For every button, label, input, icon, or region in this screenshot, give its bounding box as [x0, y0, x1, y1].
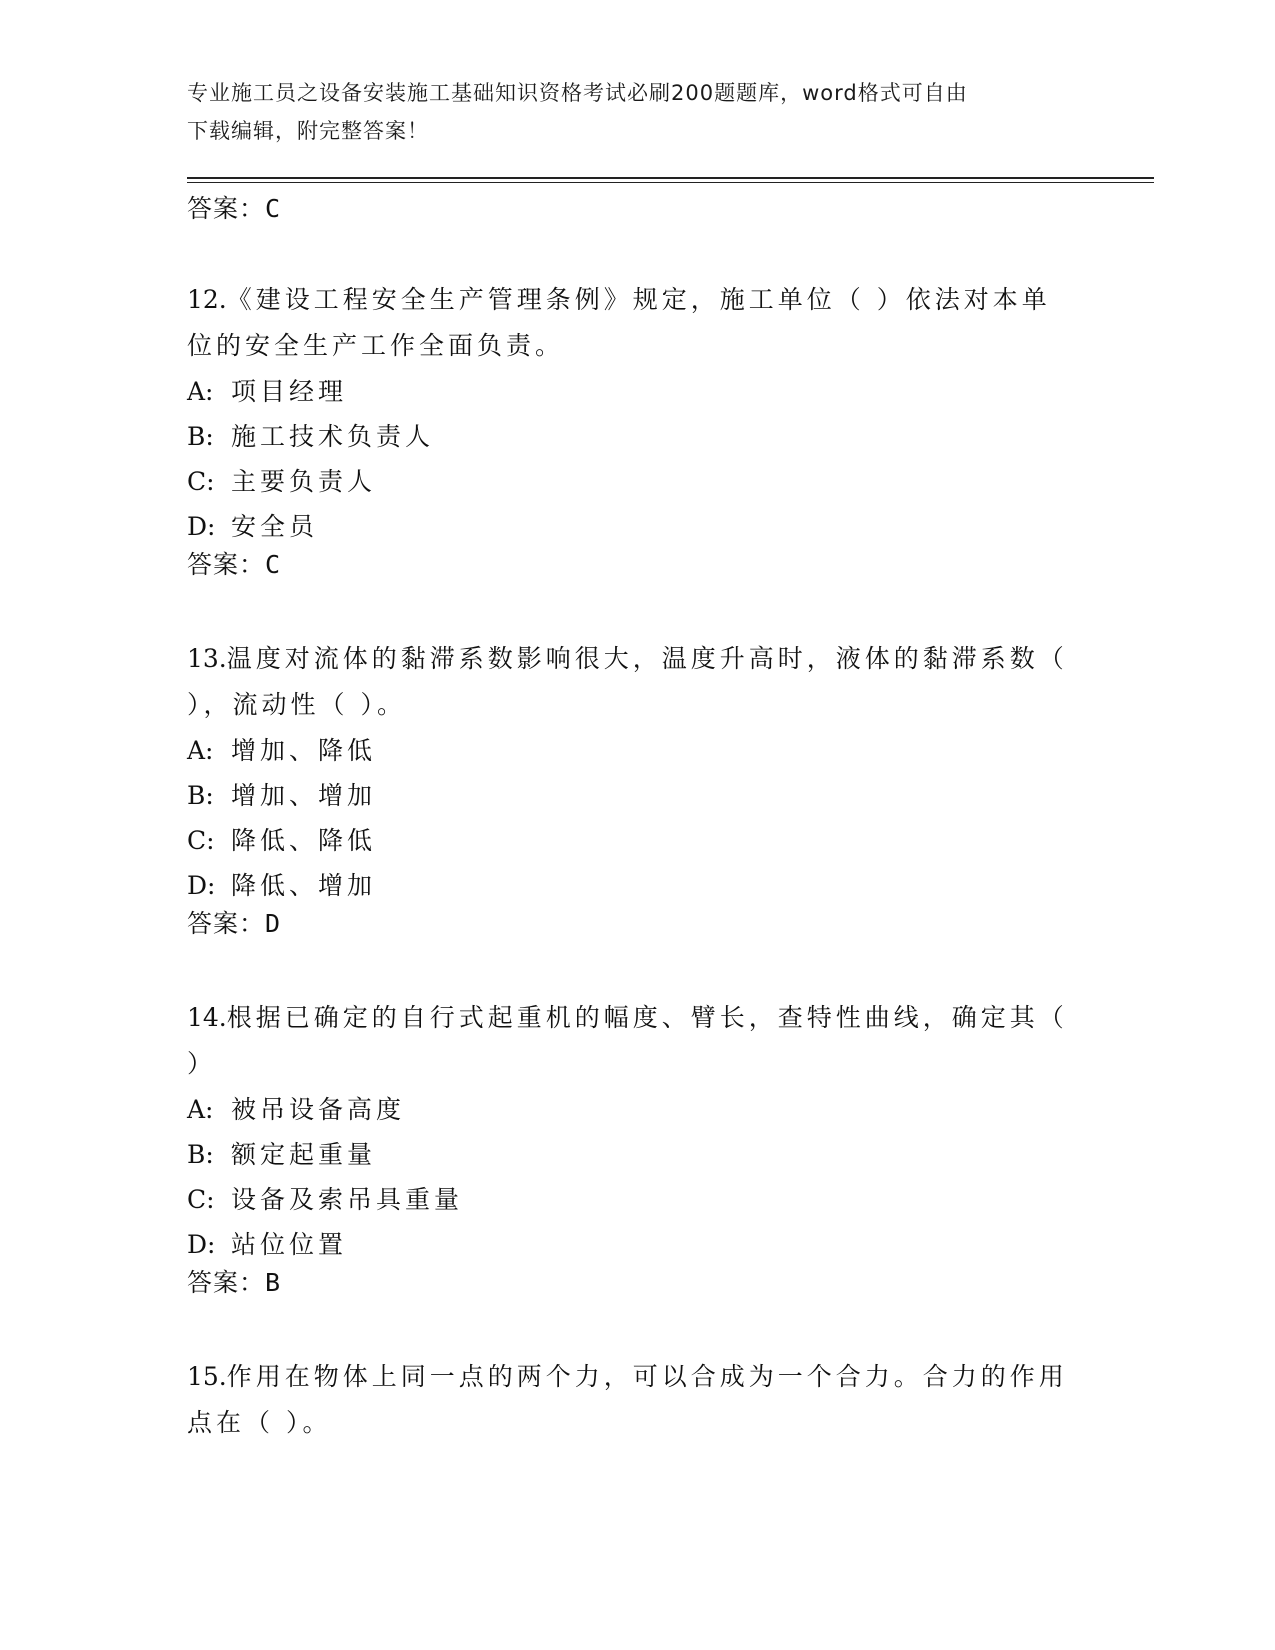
prev-answer [187, 192, 281, 226]
question-text-line: 15.作用在物体上同一点的两个力，可以合成为一个合力。合力的作用 [187, 1362, 1068, 1391]
question-14 [187, 995, 1087, 1267]
answer-13 [187, 907, 281, 941]
option-b: B: 额定起重量 [187, 1140, 377, 1169]
question-number: 14. [187, 1003, 227, 1032]
option-d: D: 降低、增加 [187, 871, 377, 900]
question-text-line: 12.《建设工程安全生产管理条例》规定，施工单位（ ）依法对本单 [187, 285, 1051, 314]
answer-label: 答案： [187, 194, 266, 223]
answer-value: C [265, 194, 282, 223]
header-divider-thin [187, 182, 1154, 183]
answer-14 [187, 1266, 281, 1300]
question-number: 12. [187, 285, 227, 314]
answer-label: 答案： [187, 550, 266, 579]
document-header [187, 74, 1087, 150]
option-c: C: 设备及索吊具重量 [187, 1185, 464, 1214]
answer-value: C [265, 550, 282, 579]
option-b: B: 施工技术负责人 [187, 422, 435, 451]
option-d: D: 安全员 [187, 512, 319, 541]
question-15 [187, 1354, 1087, 1446]
question-13 [187, 636, 1087, 908]
question-number: 15. [187, 1362, 227, 1391]
question-12 [187, 277, 1087, 549]
question-text-line: ），流动性（ ）。 [187, 690, 406, 719]
option-b: B: 增加、增加 [187, 781, 377, 810]
answer-label: 答案： [187, 1268, 266, 1297]
option-c: C: 主要负责人 [187, 467, 377, 496]
answer-12 [187, 548, 281, 582]
option-d: D: 站位位置 [187, 1230, 348, 1259]
header-line-1: 专业施工员之设备安装施工基础知识资格考试必刷200题题库，word格式可自由 [187, 81, 968, 105]
answer-label: 答案： [187, 909, 266, 938]
option-a: A: 被吊设备高度 [187, 1095, 406, 1124]
option-c: C: 降低、降低 [187, 826, 377, 855]
header-divider-thick [187, 177, 1154, 179]
question-text-line: ） [187, 1049, 217, 1078]
option-a: A: 项目经理 [187, 377, 348, 406]
answer-value: D [265, 909, 282, 938]
question-text-line: 点在（ ）。 [187, 1408, 332, 1437]
header-line-2: 下载编辑，附完整答案！ [187, 119, 429, 143]
option-a: A: 增加、降低 [187, 736, 377, 765]
question-text-line: 13.温度对流体的黏滞系数影响很大，温度升高时，液体的黏滞系数（ [187, 644, 1068, 673]
question-text-line: 位的安全生产工作全面负责。 [187, 331, 565, 360]
question-number: 13. [187, 644, 227, 673]
answer-value: B [265, 1268, 282, 1297]
question-text-line: 14.根据已确定的自行式起重机的幅度、臂长，查特性曲线，确定其（ [187, 1003, 1068, 1032]
